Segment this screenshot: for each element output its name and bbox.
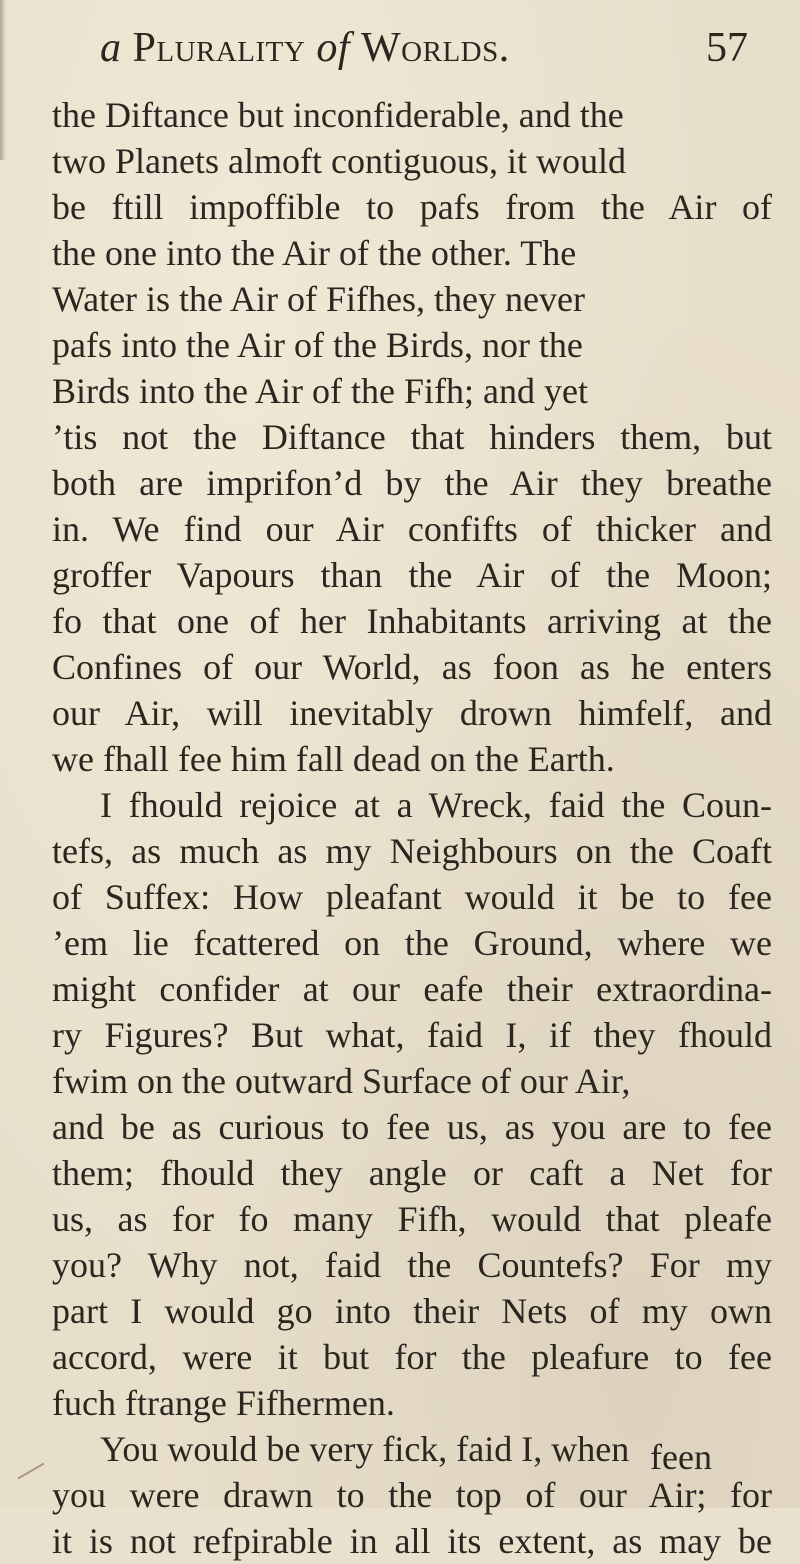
text-line: in. We find our Air confifts of thicker and: [52, 509, 773, 549]
body-text: [52, 92, 772, 1564]
running-head-word-worlds: Worlds.: [361, 25, 510, 71]
text-line: ry Figures? But what, faid I, if they fhould: [52, 1015, 772, 1055]
text-line: Confines of our World, as foon as he enters: [52, 647, 773, 687]
text-line: accord, were it but for the pleafure to fee: [52, 1337, 772, 1377]
ink-mark: [18, 1463, 45, 1480]
running-head-word-plurality: Plurality: [132, 25, 306, 71]
text-line: fo that one of her Inhabitants arriving at the: [52, 601, 773, 641]
text-line: us, as for fo many Fifh, would that pleafe: [52, 1199, 773, 1239]
text-line: them; fhould they angle or caft a Net for: [52, 1153, 773, 1193]
text-line: part I would go into their Nets of my own: [52, 1291, 772, 1331]
text-line: fuch ftrange Fifhermen.: [52, 1383, 395, 1423]
text-line: both are imprifon’d by the Air they breathe: [52, 463, 772, 503]
running-head-word-of: of: [305, 25, 362, 71]
text-line-paragraph-start: You would be very fick, faid I, when: [100, 1429, 630, 1469]
text-line: Birds into the Air of the Fifh; and yet: [52, 371, 588, 411]
text-line: fwim on the outward Surface of our Air,: [52, 1061, 631, 1101]
text-line: the Diftance but inconfiderable, and the: [52, 95, 624, 135]
page-number: 57: [706, 25, 748, 71]
running-head: [0, 24, 800, 84]
text-line: the one into the Air of the other. The: [52, 233, 577, 273]
running-head-article: a: [100, 25, 133, 71]
running-head-title: [100, 24, 510, 72]
text-line: tefs, as much as my Neighbours on the Coaft: [52, 831, 772, 871]
text-line: ’em lie fcattered on the Ground, where we: [52, 923, 772, 963]
text-line: Water is the Air of Fifhes, they never: [52, 279, 585, 319]
text-line: groffer Vapours than the Air of the Moon;: [52, 555, 772, 595]
text-line: pafs into the Air of the Birds, nor the: [52, 325, 583, 365]
text-line: of Suffex: How pleafant would it be to fee: [52, 877, 772, 917]
text-line: ’tis not the Diftance that hinders them, but: [52, 417, 773, 457]
text-line: our Air, will inevitably drown himfelf, and: [52, 693, 772, 733]
text-line: you? Why not, faid the Countefs? For my: [52, 1245, 772, 1285]
text-line: you were drawn to the top of our Air; for: [52, 1475, 772, 1515]
text-line-paragraph-start: I fhould rejoice at a Wreck, faid the Coun-: [100, 785, 773, 825]
text-line: it is not refpirable in all its extent, as may be: [52, 1521, 773, 1561]
catchword: feen: [650, 1437, 712, 1477]
text-line: be ftill impoffible to pafs from the Air of: [52, 187, 773, 227]
text-line: two Planets almoft contiguous, it would: [52, 141, 626, 181]
text-line: we fhall fee him fall dead on the Earth.: [52, 739, 615, 779]
text-line: and be as curious to fee us, as you are to fee: [52, 1107, 773, 1147]
text-line: might confider at our eafe their extraordina-: [52, 969, 772, 1009]
